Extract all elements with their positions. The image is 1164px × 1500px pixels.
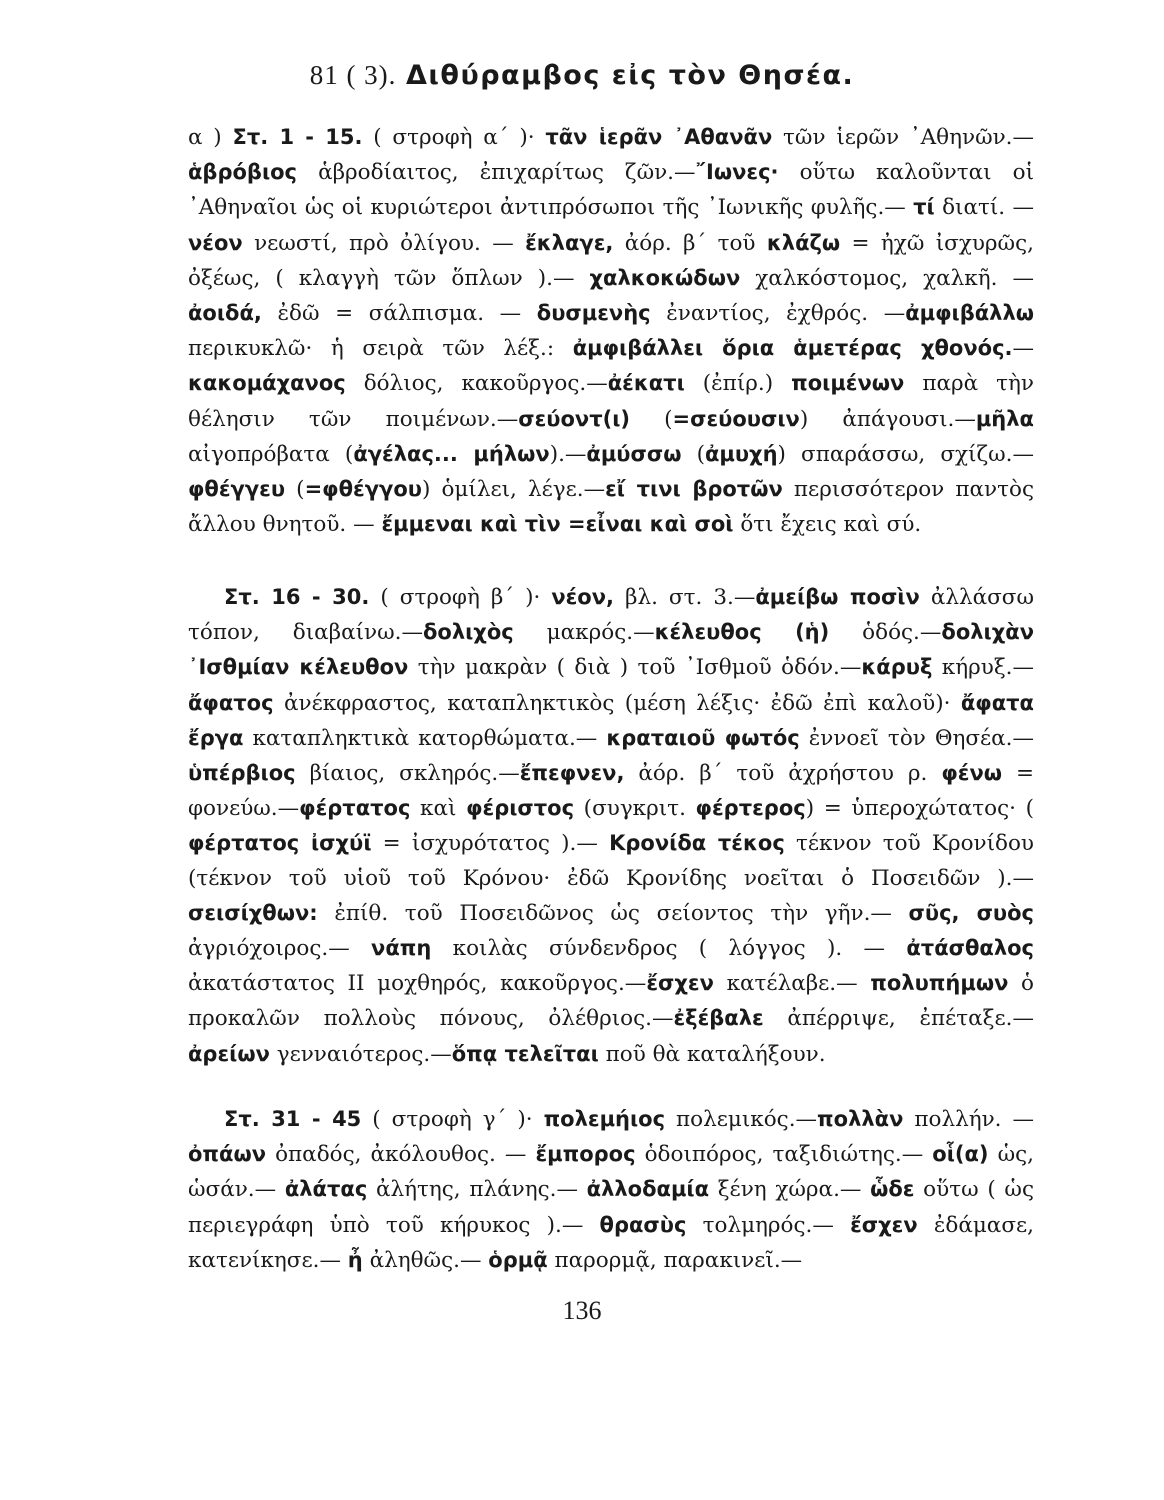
headword: νάπη [371,936,432,961]
headword: ῎Ιωνες· [695,160,779,185]
page-number: 136 [562,1296,602,1325]
headword: ἀέκατι [607,371,685,396]
section-2-range: Στ. 16 - 30. [224,585,370,609]
section-3-paragraph [188,1102,1034,1278]
headword: μῆλα [975,406,1034,431]
gloss: ἀλήτης, πλάνης.— [367,1177,587,1203]
headword: φέρτατος ἰσχύϊ [188,831,372,856]
gloss: (συγκριτ. [574,796,696,822]
headword: τᾶν ἱερᾶν ᾽Αθανᾶν [545,125,773,149]
section-1-marker: α ) [188,125,233,150]
gloss: καταπληκτικὰ κατορθώματα.— [243,725,607,751]
gloss: ὀπαδός, ἀκόλουθος. — [266,1142,536,1168]
gloss: ( [681,441,705,467]
headword: ἐξέβαλε [673,1006,764,1031]
headword: πολυπήμων [870,971,1009,996]
gloss: ἀπέρριψε, ἐπέταξε.— [763,1006,1034,1032]
gloss: ἐδῶ = σάλπισμα. — [261,301,537,327]
headword: κραταιοῦ φωτός [606,725,800,750]
headword: ἀμφιβάλλει ὅρια ἁμετέρας χθονός. [572,336,1013,361]
headword: θρασὺς [599,1212,687,1237]
gloss: ὁδός.— [829,620,942,646]
gloss: δόλιος, κακοῦργος.— [345,371,608,397]
headword: σεύοντ(ι) [518,406,630,431]
headword: σεισίχθων: [188,900,318,925]
section-1-strophe: ( στροφὴ α΄ )· [362,125,546,150]
headword: ὀπάων [188,1142,267,1167]
gloss: ἀληθῶς.— [362,1247,489,1273]
gloss: μακρός.— [513,620,655,646]
headword: ἔσχεν [646,971,714,996]
gloss: παρορμᾷ, παρακινεῖ.— [547,1247,803,1273]
headword: εἴ τινι βροτῶν [605,477,783,502]
headword: ὑπέρβιος [188,761,296,786]
gloss: (ἐπίρ.) [684,371,792,397]
headword: ἄφατος [188,690,274,715]
headword: δολιχὸς [422,620,514,645]
gloss: ( [285,477,305,503]
gloss: ἀόρ. β΄ τοῦ [613,230,767,256]
headword: ἀοιδά, [188,301,262,326]
gloss: οὕτω ( ὡς περιεγράφη ὑπὸ τοῦ κήρυκος ).— [188,1177,1034,1238]
gloss: τέκνον τοῦ Κρονίδου (τέκνον τοῦ υἱοῦ τοῦ Κρόνου· ἐδῶ Κρονίδης νοεῖται ὁ Ποσειδῶν ).— [188,831,1035,891]
headword: ἦ [347,1247,363,1272]
gloss: περικυκλῶ· ἡ σειρὰ τῶν λέξ.: [188,336,573,362]
page-title [0,60,1164,91]
gloss: ξένη χώρα.— [709,1177,871,1203]
section-1-range: Στ. 1 - 15. [232,125,363,149]
headword: φέρτατος [299,796,411,821]
headword: τί [913,195,935,220]
headword: φέρτερος [695,796,806,821]
headword: κακομάχανος [188,371,346,396]
gloss: βίαιος, σκληρός.— [295,761,520,787]
section-2-entries [188,585,1034,1067]
headword: ἔμμεναι καὶ τὶν =εἶναι καὶ σοὶ [381,512,734,537]
gloss: — [1012,336,1034,362]
gloss: ὁ προκαλῶν πολλοὺς πόνους, ὀλέθριος.— [188,971,1035,1032]
gloss: = ἠχῶ ἰσχυρῶς, ὀξέως, ( κλαγγὴ τῶν ὅπλων ).— [188,230,1034,291]
section-1-paragraph [188,120,1034,542]
headword: ἁβρόβιος [188,160,298,185]
headword: ποιμένων [791,371,905,396]
headword: ἀμύσσω [586,441,682,466]
gloss: ἀλλάσσω τόπον, διαβαίνω.— [188,585,1034,646]
headword: ἀτάσθαλος [906,936,1034,961]
section-3-range: Στ. 31 - 45 [224,1107,362,1131]
gloss: ) ὁμίλει, λέγε.— [421,477,606,503]
gloss: τολμηρός.— [686,1212,851,1238]
section-2-strophe: ( στροφὴ β΄ )· [369,585,552,610]
gloss: κήρυξ.— [932,655,1034,681]
gloss: ὅτι ἔχεις καὶ σύ. [733,512,922,538]
section-1-entries [188,125,1034,537]
headword: ὅπᾳ τελεῖται [451,1041,599,1066]
headword: ὁρμᾷ [488,1247,548,1272]
gloss: οὕτω καλοῦνται οἱ ᾽Αθηναῖοι ὡς οἱ κυριώτεροι ἀντιπρόσωποι τῆς ᾽Ιωνικῆς φυλῆς.— [188,160,1034,221]
headword: ἀρείων [188,1041,270,1066]
headword: νέον [188,230,243,255]
gloss: ἀνέκφραστος, καταπληκτικὸς (μέση λέξις· ἐδῶ ἐπὶ καλοῦ)· [273,690,961,716]
gloss: κοιλὰς σύνδενδρος ( λόγγος ). — [431,936,907,962]
headword: φθέγγευ [188,477,286,502]
gloss: αἰγοπρόβατα ( [188,441,354,467]
headword: νέον, [551,585,615,609]
gloss: παρὰ τὴν θέλησιν τῶν ποιμένων.— [188,371,1034,432]
title-reference: 81 ( 3). [309,60,397,90]
title-name: Διθύραμβος εἰς τὸν Θησέα. [406,60,855,91]
gloss: ἀκατάστατος ΙΙ μοχθηρός, κακοῦργος.— [188,971,647,997]
gloss: ) σπαράσσω, σχίζω.— [777,441,1034,467]
section-3-strophe: ( στροφὴ γ΄ )· [361,1107,544,1132]
gloss: πολλήν. — [903,1107,1034,1132]
headword: ἄφατα ἔργα [188,690,1034,750]
headword: ἔμπορος [535,1142,636,1167]
gloss: τὴν μακρὰν ( διὰ ) τοῦ ᾽Ισθμοῦ ὁδόν.— [408,655,862,681]
headword: =φθέγγου [304,477,422,502]
headword: κέλευθος (ἡ) [654,620,830,645]
gloss: ἀόρ. β΄ τοῦ ἀχρήστου ρ. [624,761,942,787]
headword: ἀλλοδαμία [586,1177,710,1202]
gloss: ).— [549,441,587,467]
gloss: = ἰσχυρότατος ).— [371,831,610,857]
section-2-paragraph [188,580,1034,1072]
headword: πολλὰν [817,1107,904,1131]
headword: ἀμείβω ποσὶν [755,585,920,609]
headword: χαλκοκώδων [589,265,741,290]
gloss: βλ. στ. 3.— [614,585,756,610]
headword: =σεύουσιν [672,406,800,431]
section-3-entries [188,1107,1034,1273]
gloss: νεωστί, πρὸ ὀλίγου. — [242,230,526,256]
gloss: ποῦ θὰ καταλήξουν. [598,1041,826,1067]
headword: δολιχὰν ᾽Ισθμίαν κέλευθον [188,620,1035,680]
gloss: τῶν ἱερῶν ᾽Αθηνῶν.— [772,125,1035,150]
gloss: ἐναντίος, ἐχθρός. — [650,301,906,327]
headword: πολεμήιος [543,1107,666,1131]
gloss: γενναιότερος.— [269,1041,452,1067]
gloss: ὁδοιπόρος, ταξιδιώτης.— [635,1142,933,1168]
headword: ἀλάτας [284,1177,368,1202]
gloss: = φονεύω.— [188,761,1034,822]
section-1 [188,120,1034,542]
headword: ἀγέλας... μήλων [353,441,550,466]
headword: ὧδε [870,1177,915,1202]
gloss: ἐδάμασε, κατενίκησε.— [188,1212,1034,1273]
headword: σῦς, συὸς [908,900,1034,925]
section-3 [188,1102,1034,1278]
gloss: ὡς, ὡσάν.— [188,1142,1034,1203]
headword: ἔσχεν [850,1212,918,1237]
headword: κλάζω [766,230,841,255]
gloss: ἐπίθ. τοῦ Ποσειδῶνος ὡς σείοντος τὴν γῆν.— [317,900,909,926]
headword: ἔπεφνεν, [519,761,625,786]
section-2 [188,580,1034,1072]
headword: φέριστος [466,796,575,821]
gloss: περισσότερον παντὸς ἄλλου θνητοῦ. — [188,477,1034,538]
headword: φένω [941,761,1003,786]
gloss: ἁβροδίαιτος, ἐπιχαρίτως ζῶν.— [297,160,696,186]
headword: οἷ(α) [932,1142,989,1167]
headword: ἔκλαγε, [525,230,614,255]
headword: ἀμυχή [704,441,778,466]
gloss: κατέλαβε.— [713,971,871,997]
headword: κάρυξ [861,655,933,680]
gloss: καὶ [410,796,467,822]
gloss: χαλκόστομος, χαλκῆ. — [740,265,1034,291]
headword: Κρονίδα τέκος [609,831,785,856]
gloss: ) ἀπάγουσι.— [799,406,976,432]
gloss: διατί. — [934,195,1034,221]
gloss: ἀγριόχοιρος.— [188,936,372,962]
gloss: ( [629,406,673,432]
gloss: ) = ὑπεροχώτατος· ( [805,796,1035,822]
headword: δυσμενὴς [536,301,651,326]
headword: ἀμφιβάλλω [905,301,1034,326]
gloss: πολεμικός.— [665,1107,818,1132]
gloss: ἐννοεῖ τὸν Θησέα.— [799,725,1034,751]
